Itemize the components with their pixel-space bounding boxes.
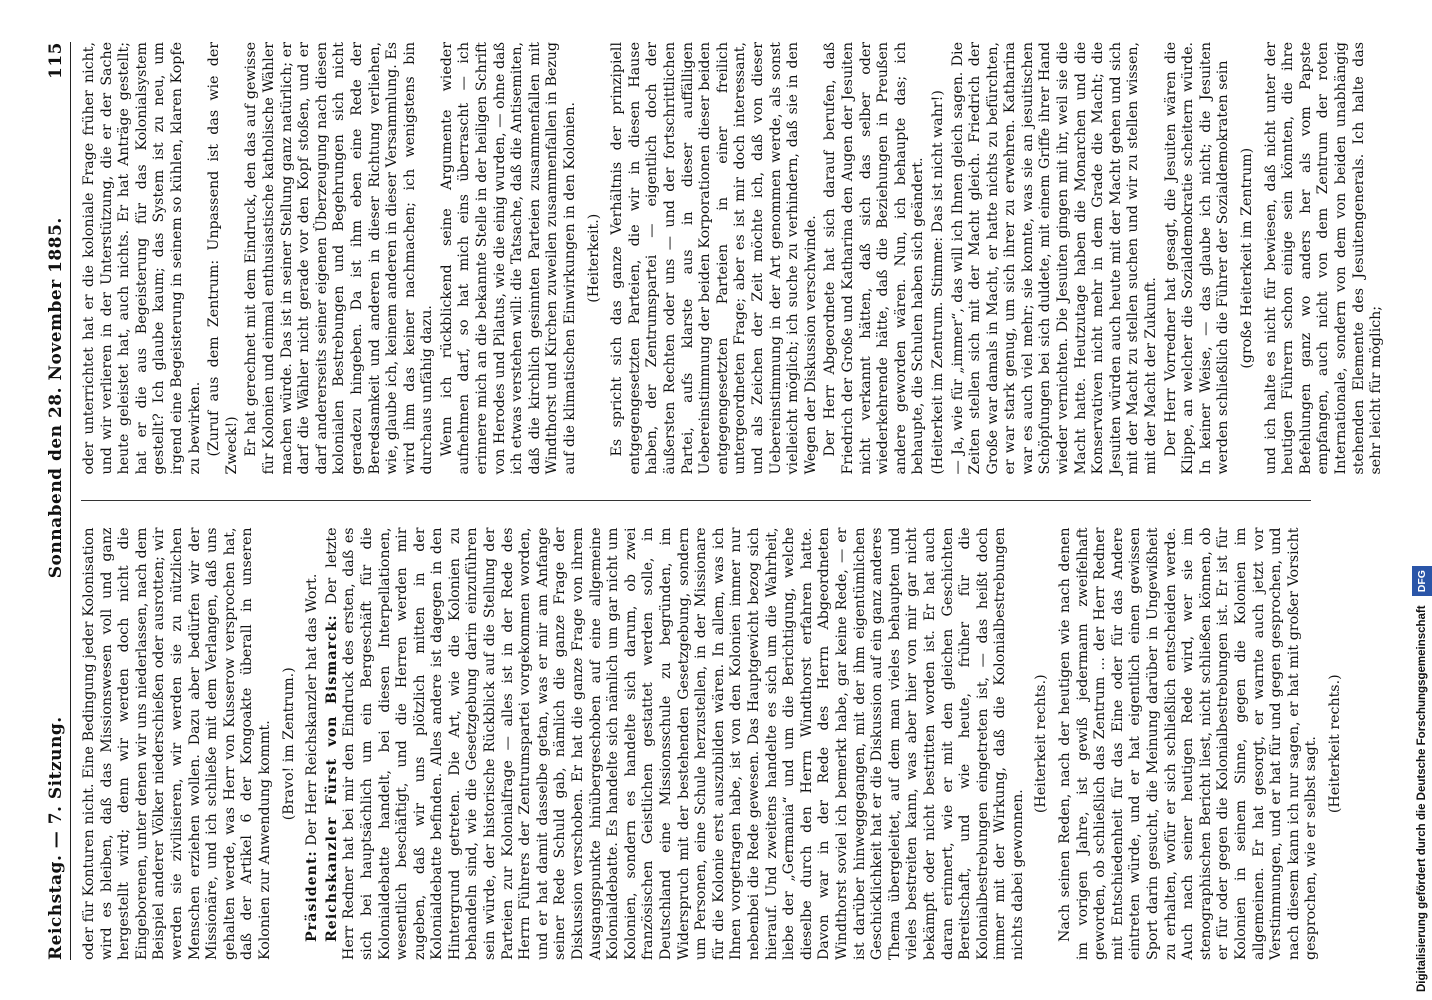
header-date: Sonnabend den 28. November 1885. [46, 217, 66, 579]
right-interjection-1: (Zuruf aus dem Zentrum: Unpassend ist das wie der Zweck!) [206, 42, 240, 475]
left-applause-2: (Heiterkeit rechts.) [1033, 674, 1050, 814]
right-applause-1: (Heiterkeit.) [585, 213, 602, 303]
right-paragraph-4: Es spricht sich das ganze Verhältnis der prinzipiell entgegengesetzten Parteien, die wir in diesen Hause haben, der Zentrumspartei — eigentlich doch der äußersten Rechten oder uns — und der fortschrittlichen Partei, aufs klarste aus in dieser auffälligen Uebereinstimmung der beiden Korporationen dieser beiden entgegengesetzten Parteien in einer freilich untergeordneten Frage; aber es ist mir doch interessant, und als Zeichen der Zeit möchte ich, daß von dieser Uebereinstimmung in der Art genommen werde, als sonst vielleicht möglich; ich suche zu verhindern, daß sie in den Wegen der Diskussion verschwinde. [609, 42, 819, 475]
right-paragraph-2: Er hat gerechnet mit dem Eindruck, den das auf gewisse für Kolonien und einmal enthusiastische katholische Wähler machen würde. Das ist in seiner Stellung ganz natürlich; er darf die Wähler nicht gerade vor den Kopf stoßen, und er darf andererseits seiner eigenen Überzeugung nach diesen kolonialen Bestrebungen und Begehrungen sich nicht geradezu hingeben. Da ist ihm eben eine Rede der Beredsamkeit und anderen in dieser Richtung verliehen, wie, glaube ich, keinem anderen in dieser Versammlung. Es wird ihm das keiner nachmachen; ich wenigstens bin durchaus unfähig dazu. [243, 42, 436, 475]
president-label: Präsident: [304, 850, 321, 942]
text-columns [81, 42, 1385, 960]
right-paragraph-5: Der Herr Abgeordnete hat sich darauf berufen, daß Friedrich der Große und Katharina den Augen der Jesuiten nicht verkannt hätten, daß sich das selber oder wiederkehrende hätte, daß die Beziehungen in Preußen andere geworden wären. Nun, ich behaupte das; ich behaupte, die Schulen haben sich geändert. [822, 42, 927, 475]
right-paragraph-8: und ich halte es nicht für bewiesen, daß nicht unter der heutigen Führern schon einige sein könnten, die ihre Befehlungen ganz wo anders her als vom Papste empfangen, auch nicht von dem Zentrum der roten Internationale, sondern von dem von beiden unabhängig stehenden Elemente des Jesuitengenerals. Ich halte das sehr leicht für möglich; [1262, 42, 1385, 475]
page-header [46, 42, 71, 960]
left-applause-1: (Bravo! im Zentrum.) [280, 667, 297, 821]
left-column [81, 527, 1343, 961]
left-applause-3: (Heiterkeit rechts.) [1326, 674, 1343, 814]
page-number: 115 [46, 42, 66, 80]
left-paragraph-1: oder für Konturen nicht. Eine Bedingung jeder Kolonisation wird es bleiben, daß das Missionswesen voll und ganz hergestellt wird; denn wir werden doch nicht die Eingeborenen, unter denen wir uns niederlassen, nach dem Beispiel anderer Völker niederschießen oder ausrotten; wir werden sie zivilisieren, wir werden sie zu nützlichen Menschen erziehen wollen. Dazu aber bedürfen wir der Missionäre, und ich schließe mit dem Verlangen, daß uns gehalten werde, was Herr von Kusserow versprochen hat, daß der Artikel 6 der Kongoakte überall in unseren Kolonien zur Anwendung kommt. [81, 527, 273, 960]
right-paragraph-6: — Ja, wie für „immer“, das will ich Ihnen gleich sagen. Die Zeiten stellen sich mit der Macht gleich. Friedrich der Große war damals in Macht, er hatte nichts zu befürchten, er war stark genug, um sich ihrer zu erwehren. Katharina war es auch viel mehr; sie konnte, was sie an jesuitischen Schöpfungen bei sich duldete, mit einem Griffe ihrer Hand wieder vernichten. Die Jesuiten gingen mit ihr, weil sie die Macht hatte. Heutzutage haben die Monarchen und die Konservativen nicht mehr in dem Grade die Macht; die Jesuiten würden auch heute mit der Macht gehen und sich mit der Macht zu stellen suchen und wir zu stellen wissen, mit der Macht der Zukunft. [949, 42, 1160, 475]
right-paragraph-7: Der Herr Vorredner hat gesagt, die Jesuiten wären die Klippe, an welcher die Sozialdemokratie scheitern würde. In keiner Weise, — das glaube ich nicht; die Jesuiten werden schließlich die Führer der Sozialdemokraten sein [1162, 42, 1232, 475]
digitization-credit [1412, 0, 1432, 1000]
right-column [81, 42, 1385, 475]
digitization-credit-text: Digitalisierung gefördert durch die Deutsche Forschungsgemeinschaft [1416, 605, 1428, 992]
bismarck-label: Reichskanzler Fürst von Bismarck: [323, 614, 340, 942]
right-paragraph-3: Wenn ich rückblickend seine Argumente wieder aufnehmen darf, so hat mich eins überrascht — ich erinnere mich an die bekannte Stelle in der heiligen Schrift von Herodes und Pilatus, wie die einig wurden, — ohne daß ich etwas verstehen will: die Tatsache, daß die Antisemiten, daß die kirchlich gesinnten Parteien zusammenfallen mit Windthorst und Kirchen zuweilen zusammenfallen in Bezug auf die klimatischen Einwirkungen in den Kolonien. [438, 42, 579, 475]
right-paragraph-1: oder unterrichtet hat er die koloniale Frage früher nicht, und wir verlieren in der Unterstützung, die er der Sache heute geleistet hat, auch nichts. Er hat Anträge gestellt; hat er die aus Begeisterung für das Kolonialsystem gestellt? Ich glaube kaum; das System ist zu neu, um irgend eine Begeisterung in seinem so kühlen, klaren Kopfe zu bewirken. [81, 42, 203, 475]
president-line [304, 528, 322, 961]
header-left: Reichstag. — 7. Sitzung. [46, 716, 66, 960]
right-interjection-2: (Heiterkeit im Zentrum. Stimme: Das ist nicht wahr!) [929, 90, 946, 475]
column-divider [81, 501, 1311, 502]
left-paragraph-2: Der letzte Herr Redner hat bei mir den Eindruck des ersten, daß es sich bei hauptsächlich um ein Bergeschäft für die Kolonialdebatte handelt, bei diesen Interpellationen, wesentlich beschäftigt, und die Herren werden mir zugeben, daß wir uns plötzlich mitten in der Kolonialdebatte befinden. Alles andere ist dagegen in den Hintergrund getreten. Die Art, wie die Kolonien zu behandeln sind, wie die Gesetzgebung darin einzuführen sein würde, der historische Rückblick auf die Stellung der Parteien zur Kolonialfrage — alles ist in der Rede des Herrn Führers der Zentrumspartei vorgekommen worden, und er hat damit dasselbe getan, was er mir am Anfange seiner Rede Schuld gab, nämlich die ganze Frage der Diskussion verschoben. Er hat die ganze Frage von ihrem Ausgangspunkte hinübergeschoben auf eine allgemeine Kolonialdebatte. Es handelte sich nämlich um gar nicht um Kolonien, sondern es handelte sich darum, ob zwei französischen Geistlichen gestattet werden solle, in Deutschland eine Missionsschule zu begründen, im Widerspruch mit der bestehenden Gesetzgebung, sondern um Personen, eine Schule herzustellen, in der Missionare für die Kolonie erst auszubilden wären. In allem, was ich Ihnen vorgetragen habe, ist von den Kolonien immer nur nebenbei die Rede gewesen. Das Hauptgewicht bezog sich hierauf. Und zweitens handelte es sich um die Wahrheit, liebe der „Germania“ und um die Berichtigung, welche dieselbe durch den Herrn Windthorst erfahren hatte. Davon war in der Rede des Herrn Abgeordneten Windthorst soviel ich bemerkt habe, gar keine Rede, — er ist darüber hinweggegangen, mit der ihm eigentümlichen Geschicklichkeit hat er die Diskussion auf ein ganz anderes Thema übergeleitet, auf dem man vieles behaupten und vieles bestreiten kann, was aber hier von mir gar nicht bekämpft oder nicht bestritten worden ist. Er hat auch daran erinnert, wie er mit den gleichen Geschichten Bereitschaft, und wie heute, früher für die Kolonialbestrebungen eingetreten ist, — das heißt doch immer mit der Wirkung, daß die Kolonialbestrebungen nichts dabei gewonnen. [323, 527, 1026, 960]
president-text: Der Herr Reichskanzler hat das Wort. [304, 573, 321, 846]
right-applause-2: (große Heiterkeit im Zentrum) [1239, 147, 1255, 369]
dfg-logo: DFG [1412, 566, 1432, 596]
bismarck-line [324, 528, 1028, 961]
left-paragraph-3: Nach seinen Reden, nach der heutigen wie nach denen im vorigen Jahre, ist gewiß jedermann zweifelhaft geworden, ob schließlich das Zentrum ... der Herr Redner mit Entschiedenheit für das Eine oder für das Andere eintreten würde, und er hat eigentlich einen gewissen Sport darin gesucht, die Meinung darüber in Ungewißheit zu erhalten, wofür er sich schließlich entscheiden werde. Auch nach seiner heutigen Rede wird, wer sie im stenographischen Bericht liest, nicht schließen können, ob er für oder gegen die Kolonialbestrebungen ist. Er ist für Kolonien in seinem Sinne, gegen die Kolonien im allgemeinen. Er hat gesorgt, er warnte auch jetzt vor Verstimmungen, und er hat für und gegen gesprochen, und nach diesem kann ich nur sagen, er hat mit großer Vorsicht gesprochen, wie er selbst sagt. [1057, 527, 1320, 960]
